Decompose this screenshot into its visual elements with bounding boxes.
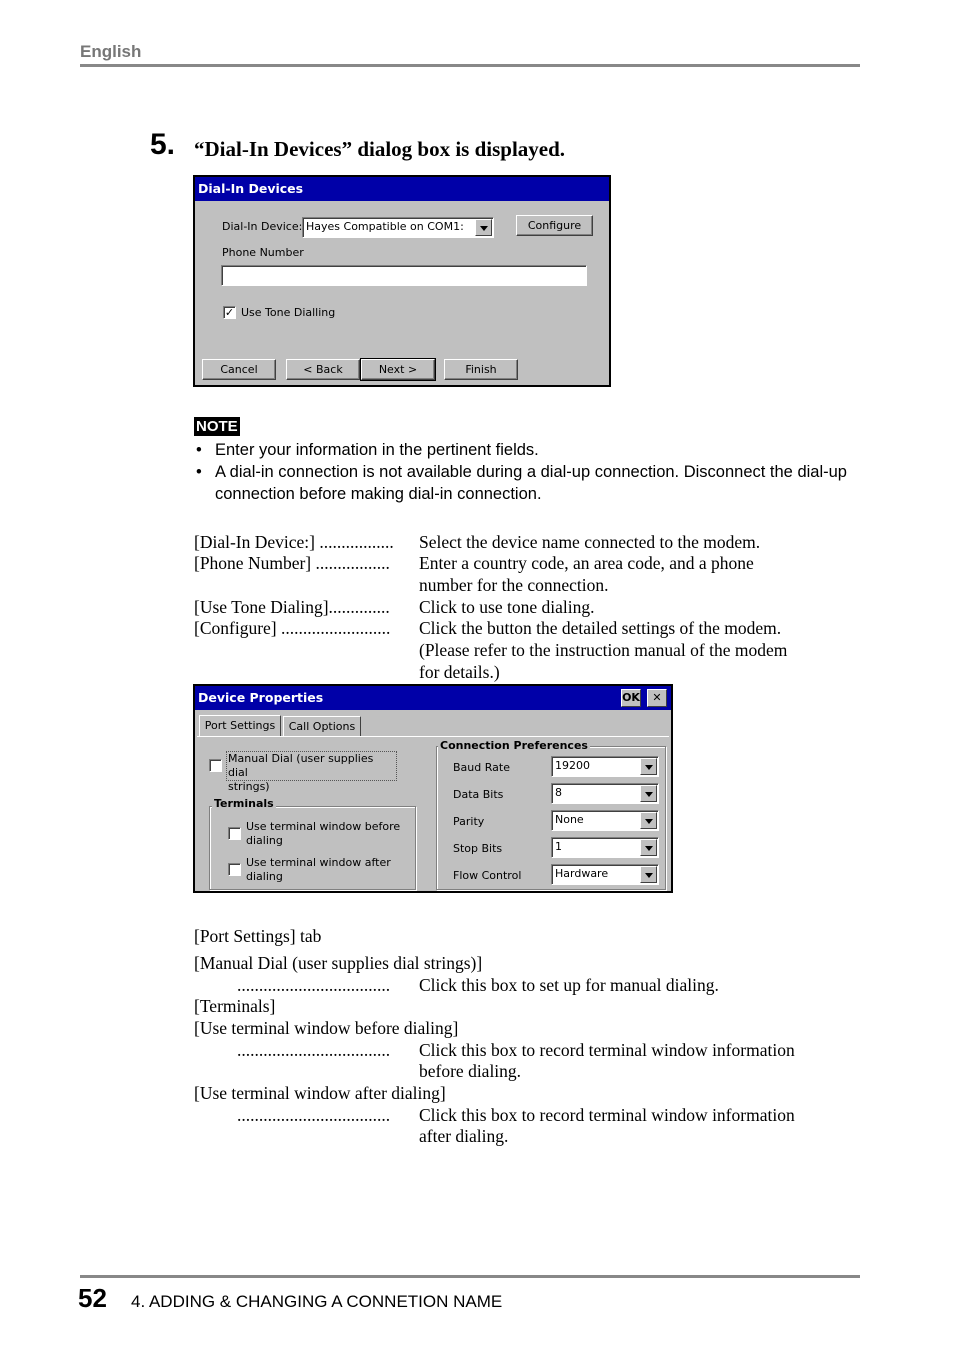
dialin-device-dropdown[interactable] (302, 217, 494, 238)
chevron-down-icon[interactable] (640, 758, 657, 775)
stop-bits-value: 1 (555, 840, 562, 853)
dialin-device-label: Dial-In Device: (222, 220, 303, 233)
terminal-before-line: dialing (246, 834, 283, 847)
header-rule (80, 64, 860, 67)
data-bits-label: Data Bits (453, 788, 504, 801)
chapter-title: 4. ADDING & CHANGING A CONNETION NAME (131, 1292, 503, 1311)
desc-configure-cont2: for details.) (419, 662, 500, 682)
note-bullets (194, 439, 854, 505)
baud-rate-dropdown[interactable] (551, 756, 659, 777)
desc-tone-dialing: Click to use tone dialing. (419, 597, 595, 617)
stop-bits-label: Stop Bits (453, 842, 503, 855)
tone-dialling-checkbox[interactable]: ✓ (224, 306, 235, 319)
desc-dialin-device: Select the device name connected to the modem. (419, 532, 761, 552)
baud-rate-label: Baud Rate (453, 761, 510, 774)
terminal-before-line: Use terminal window before (246, 820, 401, 833)
cancel-button[interactable]: Cancel (202, 359, 276, 380)
note-bullet: • Enter your information in the pertinent fields. (194, 439, 854, 461)
note-bullet: • A dial-in connection is not available during a dial-up connection. Disconnect the dial-up connection before making dial-in connection. (194, 461, 854, 505)
dialin-dialog-title: Dial-In Devices (195, 177, 609, 201)
terminal-before-label (246, 820, 400, 848)
connection-preferences-title: Connection Preferences (440, 739, 588, 752)
configure-button[interactable]: Configure (516, 215, 593, 236)
tab-call-options[interactable]: Call Options (283, 716, 361, 737)
term-terminal-after: [Use terminal window after dialing] (194, 1083, 446, 1103)
term-manual-dial: [Manual Dial (user supplies dial strings)] (194, 953, 483, 973)
manual-dial-checkbox[interactable] (209, 759, 222, 772)
desc-terminal-after: Click this box to record terminal window information (419, 1105, 795, 1125)
terminal-after-line: dialing (246, 870, 283, 883)
desc-manual-dial: Click this box to set up for manual dialing. (419, 975, 719, 995)
tab-panel-edge (197, 736, 669, 737)
desc-configure-cont: (Please refer to the instruction manual of the modem (419, 640, 788, 660)
desc-terminal-before-cont: before dialing. (419, 1061, 522, 1081)
term-configure: [Configure] ......................... (194, 618, 391, 638)
chevron-down-icon[interactable] (475, 219, 492, 236)
note-badge: NOTE (196, 418, 238, 435)
baud-rate-value: 19200 (555, 759, 590, 772)
parity-label: Parity (453, 815, 485, 828)
term-tone-dialing: [Use Tone Dialing].............. (194, 597, 390, 617)
footer-rule (80, 1275, 860, 1278)
dialin-devices-dialog (193, 175, 611, 387)
data-bits-value: 8 (555, 786, 562, 799)
terminal-before-checkbox[interactable] (228, 827, 241, 840)
close-icon[interactable]: ✕ (647, 689, 667, 707)
term-manual-dial-dots: ................................... (237, 975, 391, 995)
page-number: 52 (78, 1283, 107, 1313)
dialin-device-value: Hayes Compatible on COM1: (306, 220, 464, 233)
stop-bits-dropdown[interactable] (551, 837, 659, 858)
manual-dial-label (226, 751, 397, 793)
ok-button[interactable]: OK (621, 689, 641, 707)
parity-value: None (555, 813, 584, 826)
term-terminal-after-dots: ................................... (237, 1105, 391, 1125)
term-dialin-device: [Dial-In Device:] ................. (194, 532, 394, 552)
terminal-after-label (246, 856, 391, 884)
desc-phone-number-cont: number for the connection. (419, 575, 609, 595)
parity-dropdown[interactable] (551, 810, 659, 831)
tab-port-settings[interactable]: Port Settings (199, 715, 281, 737)
phone-number-input[interactable] (221, 265, 587, 286)
next-button[interactable]: Next > (361, 359, 435, 380)
manual-dial-line: strings) (228, 780, 270, 793)
device-dialog-title: Device Properties (195, 686, 671, 710)
back-button[interactable]: < Back (286, 359, 360, 380)
term-terminals: [Terminals] (194, 996, 276, 1016)
terminals-title: Terminals (214, 797, 274, 810)
desc-phone-number: Enter a country code, an area code, and a phone (419, 553, 754, 573)
manual-dial-line: Manual Dial (user supplies dial (228, 752, 374, 779)
header-language: English (80, 42, 142, 61)
device-properties-dialog (193, 684, 673, 893)
terminal-after-line: Use terminal window after (246, 856, 391, 869)
desc-configure: Click the button the detailed settings of the modem. (419, 618, 782, 638)
chevron-down-icon[interactable] (640, 785, 657, 802)
term-phone-number: [Phone Number] ................. (194, 553, 390, 573)
finish-button[interactable]: Finish (444, 359, 518, 380)
chevron-down-icon[interactable] (640, 866, 657, 883)
terminal-after-checkbox[interactable] (228, 863, 241, 876)
desc-terminal-after-cont: after dialing. (419, 1126, 509, 1146)
flow-control-value: Hardware (555, 867, 609, 880)
flow-control-dropdown[interactable] (551, 864, 659, 885)
desc-terminal-before: Click this box to record terminal window information (419, 1040, 795, 1060)
port-settings-caption: [Port Settings] tab (194, 926, 322, 946)
data-bits-dropdown[interactable] (551, 783, 659, 804)
term-terminal-before: [Use terminal window before dialing] (194, 1018, 459, 1038)
step-number: 5. (150, 128, 176, 161)
flow-control-label: Flow Control (453, 869, 522, 882)
phone-number-label: Phone Number (222, 246, 304, 259)
chevron-down-icon[interactable] (640, 812, 657, 829)
chevron-down-icon[interactable] (640, 839, 657, 856)
step-heading: “Dial-In Devices” dialog box is displayed. (194, 137, 566, 161)
tone-dialling-label: Use Tone Dialling (241, 306, 336, 319)
term-terminal-before-dots: ................................... (237, 1040, 391, 1060)
